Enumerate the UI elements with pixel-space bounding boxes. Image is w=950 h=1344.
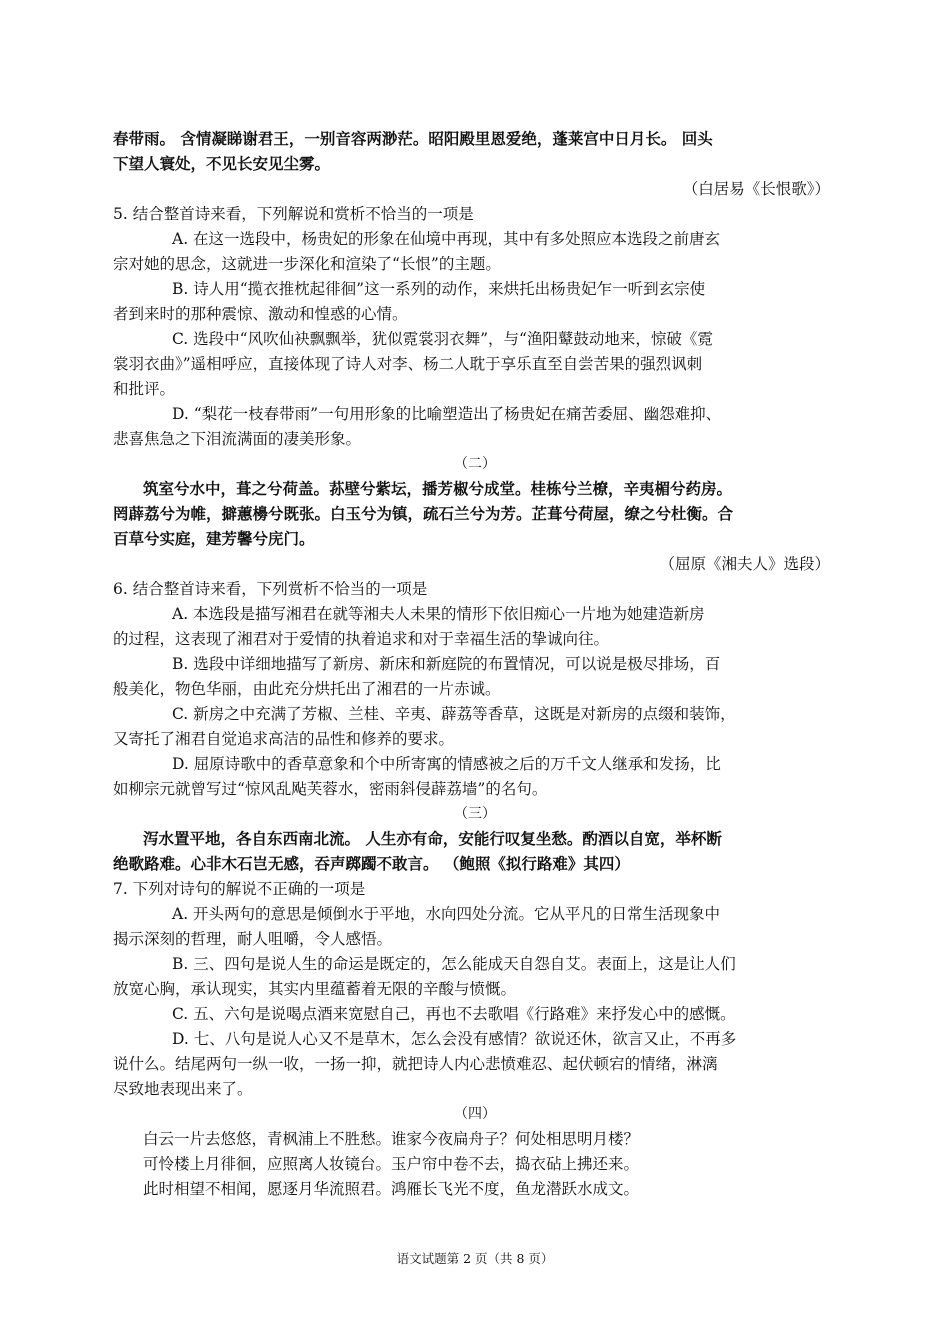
text-line: D. “梨花一枝春带雨”一句用形象的比喻塑造出了杨贵妃在痛苦委屈、幽怨难抑、 xyxy=(172,405,722,423)
text-line: 放宽心胸，承认现实，其实内里蕴蓄着无限的辛酸与愤慨。 xyxy=(113,980,517,998)
text-line: 者到来时的那种震惊、激动和惶惑的心情。 xyxy=(113,305,408,323)
text-line: A. 在这一选段中，杨贵妃的形象在仙境中再现，其中有多处照应本选段之前唐玄 xyxy=(172,230,721,248)
text-line: 春带雨。 含情凝睇谢君王，一别音容两渺茫。昭阳殿里恩爱绝，蓬莱宫中日月长。 回头 xyxy=(113,129,713,148)
text-line: 悲喜焦急之下泪流满面的凄美形象。 xyxy=(113,430,362,448)
text-line: 和批评。 xyxy=(113,380,176,398)
text-line: 绝歌路难。心非木石岂无感，吞声踯躅不敢言。 （鲍照《拟行路难》其四） xyxy=(113,854,630,873)
text-line: 泻水置平地，各自东西南北流。 人生亦有命，安能行叹复坐愁。酌酒以自宽，举杯断 xyxy=(143,829,722,848)
text-line: C. 新房之中充满了芳椒、兰桂、辛夷、薜荔等香草，这既是对新房的点缀和装饰， xyxy=(172,705,736,723)
text-line: 如柳宗元就曾写过“惊风乱飐芙蓉水，密雨斜侵薜荔墙”的名句。 xyxy=(113,780,548,798)
text-line: 可怜楼上月徘徊，应照离人妆镜台。玉户帘中卷不去，捣衣砧上拂还来。 xyxy=(143,1155,640,1173)
section-number: （二） xyxy=(454,456,496,472)
text-line: 说什么。结尾两句一纵一收，一扬一抑，就把诗人内心悲愤难忍、起伏顿宕的情绪，淋漓 xyxy=(113,1055,718,1073)
text-line: 白云一片去悠悠，青枫浦上不胜愁。谁家今夜扁舟子？何处相思明月楼？ xyxy=(143,1130,640,1148)
text-line: 罔薜荔兮为帷，擗蕙櫋兮既张。白玉兮为镇，疏石兰兮为芳。芷葺兮荷屋，缭之兮杜衡。合 xyxy=(113,504,734,523)
text-line: 筑室兮水中，葺之兮荷盖。荪壁兮紫坛，播芳椒兮成堂。桂栋兮兰橑，辛夷楣兮药房。 xyxy=(143,479,733,498)
text-line: 此时相望不相闻，愿逐月华流照君。鸿雁长飞光不度，鱼龙潜跃水成文。 xyxy=(143,1180,640,1198)
text-line: 下望人寰处，不见长安见尘雾。 xyxy=(113,154,331,173)
text-line: D. 七、八句是说人心又不是草木，怎么会没有感情？欲说还休，欲言又止，不再多 xyxy=(172,1030,737,1048)
text-line: A. 本选段是描写湘君在就等湘夫人未果的情形下依旧痴心一片地为她建造新房 xyxy=(172,605,705,623)
text-line: （屈原《湘夫人》选段） xyxy=(659,555,830,573)
text-line: B. 诗人用“揽衣推枕起徘徊”这一系列的动作，来烘托出杨贵妃乍一听到玄宗使 xyxy=(172,280,706,298)
text-line: B. 选段中详细地描写了新房、新床和新庭院的布置情况，可以说是极尽排场，百 xyxy=(172,655,721,673)
text-line: B. 三、四句是说人生的命运是既定的，怎么能成天自怨自艾。表面上，这是让人们 xyxy=(172,955,736,973)
text-line: A. 开头两句的意思是倾倒水于平地，水向四处分流。它从平凡的日常生活现象中 xyxy=(172,905,721,923)
section-number: （四） xyxy=(454,1106,496,1122)
text-line: 般美化，物色华丽，由此充分烘托出了湘君的一片赤诚。 xyxy=(113,680,501,698)
text-line: 尽致地表现出来了。 xyxy=(113,1080,253,1098)
text-line: 揭示深刻的哲理，耐人咀嚼，令人感悟。 xyxy=(113,930,393,948)
text-line: （白居易《长恨歌》） xyxy=(682,180,830,198)
text-line: 裳羽衣曲》”遥相呼应，直接体现了诗人对李、杨二人耽于享乐直至自尝苦果的强烈讽刺 xyxy=(113,355,703,373)
text-line: 7. 下列对诗句的解说不正确的一项是 xyxy=(113,880,366,898)
text-line: D. 屈原诗歌中的香草意象和个中所寄寓的情感被之后的万千文人继承和发扬，比 xyxy=(172,755,721,773)
text-line: C. 五、六句是说喝点酒来宽慰自己，再也不去歌唱《行路难》来抒发心中的感慨。 xyxy=(172,1005,736,1023)
text-line: 百草兮实庭，建芳馨兮庑门。 xyxy=(113,529,315,548)
page-footer: 语文试题第 2 页（共 8 页） xyxy=(396,1251,554,1266)
text-line: 6. 结合整首诗来看，下列赏析不恰当的一项是 xyxy=(113,580,428,598)
text-line: 宗对她的思念，这就进一步深化和渲染了“长恨”的主题。 xyxy=(113,255,501,273)
text-line: 5. 结合整首诗来看，下列解说和赏析不恰当的一项是 xyxy=(113,205,474,223)
section-number: （三） xyxy=(454,806,496,822)
text-line: 又寄托了湘君自觉追求高洁的品性和修养的要求。 xyxy=(113,730,455,748)
text-line: 的过程，这表现了湘君对于爱情的执着追求和对于幸福生活的挚诚向往。 xyxy=(113,630,610,648)
text-line: C. 选段中“风吹仙袂飘飘举，犹似霓裳羽衣舞”，与“渔阳鼙鼓动地来，惊破《霓 xyxy=(172,330,713,348)
